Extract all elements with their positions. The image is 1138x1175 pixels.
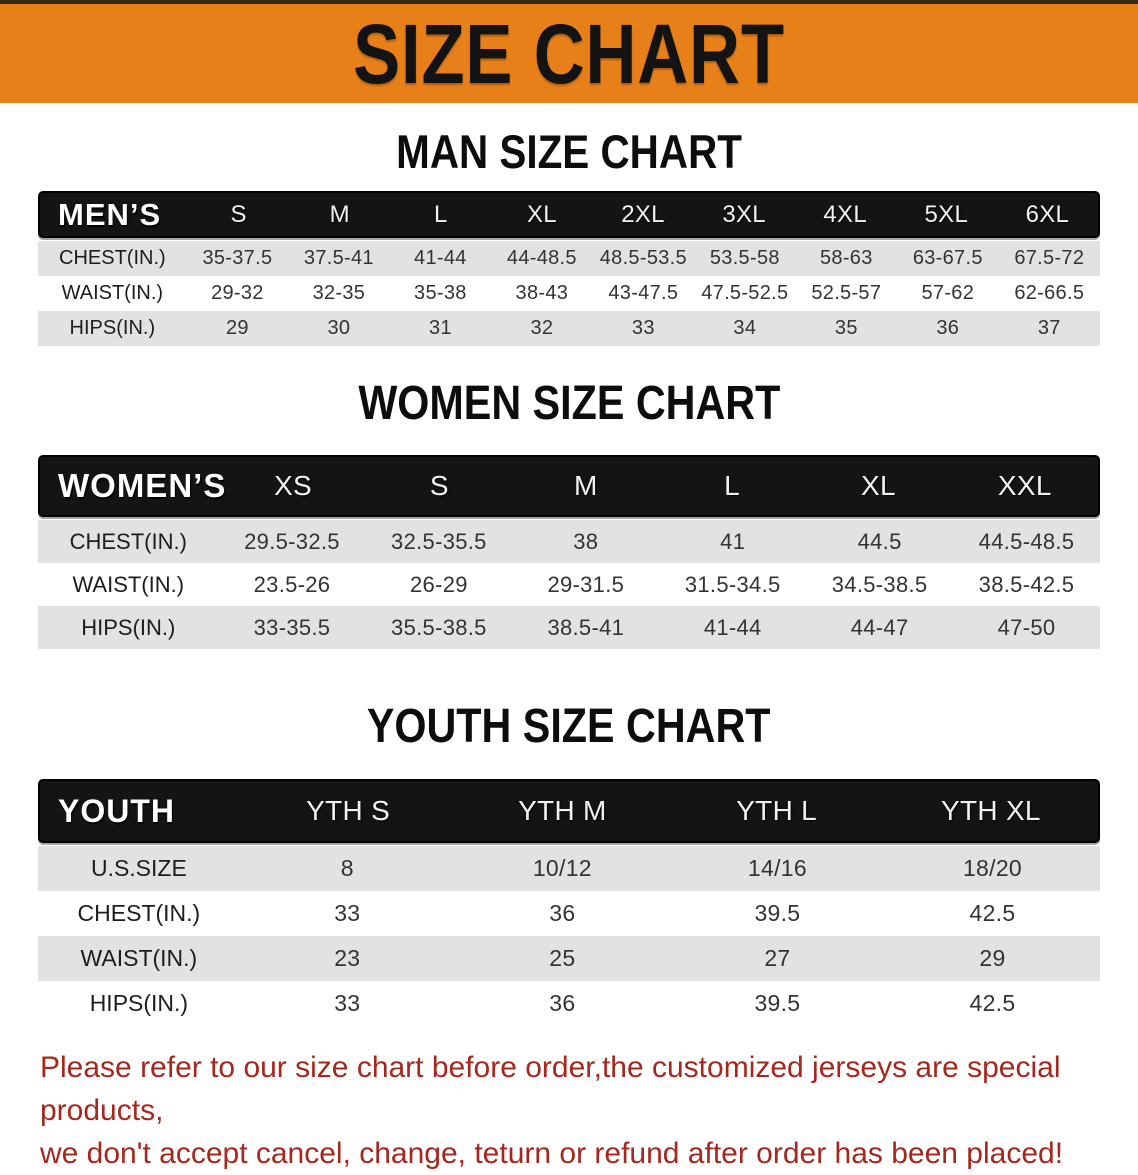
cell: 57-62 xyxy=(921,282,975,304)
cell: 29.5-32.5 xyxy=(244,528,340,554)
table-header-label: YOUTH xyxy=(58,792,175,829)
cell: 44-47 xyxy=(850,614,909,640)
column-header: XL xyxy=(526,200,557,228)
column-header: 4XL xyxy=(823,200,868,228)
column-header: S xyxy=(429,470,449,501)
order-disclaimer xyxy=(40,1046,1108,1175)
column-header: XS xyxy=(274,470,313,501)
man-size-section xyxy=(0,127,1138,346)
cell: 35-38 xyxy=(414,282,467,304)
cell: 30 xyxy=(327,317,351,339)
women-size-table xyxy=(38,455,1100,649)
size-chart-banner xyxy=(0,0,1138,103)
row-label: WAIST(IN.) xyxy=(61,282,164,304)
cell: 42.5 xyxy=(969,990,1016,1016)
cell: 48.5-53.5 xyxy=(599,247,687,269)
cell: 44.5 xyxy=(857,528,902,554)
banner-title: SIZE CHART xyxy=(353,6,785,101)
cell: 31.5-34.5 xyxy=(684,571,781,597)
cell: 43-47.5 xyxy=(608,282,679,304)
cell: 23.5-26 xyxy=(253,571,331,597)
cell: 44.5-48.5 xyxy=(978,528,1075,554)
cell: 39.5 xyxy=(754,900,801,926)
cell: 26-29 xyxy=(410,571,468,597)
table-header-row xyxy=(38,455,1100,517)
column-header: YTH M xyxy=(518,795,607,826)
row-label: WAIST(IN.) xyxy=(72,571,185,597)
cell: 58-63 xyxy=(819,247,873,269)
cell: 42.5 xyxy=(969,900,1016,926)
cell: 32 xyxy=(530,317,554,339)
table-row xyxy=(38,276,1100,311)
cell: 36 xyxy=(549,990,576,1016)
column-header: 3XL xyxy=(722,200,766,228)
row-label: CHEST(IN.) xyxy=(77,900,201,926)
cell: 23 xyxy=(334,945,361,971)
cell: 25 xyxy=(549,945,576,971)
table-row xyxy=(38,981,1100,1026)
cell: 41-44 xyxy=(414,247,467,269)
column-header: 2XL xyxy=(621,200,665,228)
cell: 36 xyxy=(549,900,576,926)
column-header: XXL xyxy=(997,470,1052,501)
column-header: S xyxy=(230,200,247,228)
row-label: CHEST(IN.) xyxy=(69,528,187,554)
cell: 35.5-38.5 xyxy=(391,614,487,640)
table-header-label: MEN’S xyxy=(58,196,162,232)
table-row xyxy=(38,563,1100,606)
cell: 34.5-38.5 xyxy=(831,571,928,597)
cell: 37.5-41 xyxy=(303,247,374,269)
cell: 63-67.5 xyxy=(912,247,983,269)
cell: 33-35.5 xyxy=(253,614,331,640)
disclaimer-line-1: Please refer to our size chart before order,the customized jerseys are special products, xyxy=(40,1051,1061,1127)
table-row xyxy=(38,936,1100,981)
cell: 47-50 xyxy=(997,614,1056,640)
cell: 38-43 xyxy=(515,282,569,304)
cell: 33 xyxy=(334,990,361,1016)
cell: 36 xyxy=(936,317,960,339)
table-header-label: WOMEN’S xyxy=(58,467,227,504)
row-label: WAIST(IN.) xyxy=(80,945,198,971)
cell: 31 xyxy=(428,317,452,339)
youth-size-section xyxy=(0,702,1138,1026)
cell: 29 xyxy=(979,945,1006,971)
table-row xyxy=(38,311,1100,346)
cell: 32.5-35.5 xyxy=(391,528,487,554)
cell: 38 xyxy=(573,528,599,554)
column-header: YTH S xyxy=(306,795,391,826)
women-size-section xyxy=(0,379,1138,649)
column-header: M xyxy=(329,200,350,228)
row-label: CHEST(IN.) xyxy=(59,247,166,269)
cell: 33 xyxy=(631,317,655,339)
cell: 52.5-57 xyxy=(811,282,882,304)
cell: 39.5 xyxy=(754,990,801,1016)
cell: 14/16 xyxy=(747,855,807,881)
cell: 29 xyxy=(225,317,249,339)
column-header: M xyxy=(573,470,598,501)
cell: 62-66.5 xyxy=(1014,282,1085,304)
cell: 29-31.5 xyxy=(547,571,625,597)
table-row xyxy=(38,891,1100,936)
cell: 47.5-52.5 xyxy=(701,282,789,304)
disclaimer-line-2: we don't accept cancel, change, teturn or refund after order has been placed! xyxy=(40,1137,1064,1170)
cell: 33 xyxy=(334,900,361,926)
row-label: U.S.SIZE xyxy=(90,855,187,881)
cell: 34 xyxy=(733,317,757,339)
column-header: 6XL xyxy=(1025,200,1070,228)
column-header: L xyxy=(434,200,448,228)
cell: 32-35 xyxy=(312,282,366,304)
cell: 67.5-72 xyxy=(1014,247,1085,269)
cell: 27 xyxy=(764,945,791,971)
men-size-table xyxy=(38,191,1100,346)
column-header: L xyxy=(724,470,741,501)
row-label: HIPS(IN.) xyxy=(89,990,189,1016)
cell: 35 xyxy=(834,317,858,339)
column-header: 5XL xyxy=(924,200,969,228)
cell: 41 xyxy=(720,528,746,554)
man-size-heading: MAN SIZE CHART xyxy=(396,125,742,178)
cell: 18/20 xyxy=(962,855,1023,881)
row-label: HIPS(IN.) xyxy=(69,317,156,339)
table-row xyxy=(38,520,1100,563)
youth-size-heading: YOUTH SIZE CHART xyxy=(367,700,771,753)
cell: 38.5-41 xyxy=(547,614,625,640)
column-header: YTH L xyxy=(736,795,818,826)
table-row xyxy=(38,606,1100,649)
cell: 44-48.5 xyxy=(506,247,577,269)
cell: 29-32 xyxy=(211,282,264,304)
women-size-heading: WOMEN SIZE CHART xyxy=(358,377,780,430)
table-header-row xyxy=(38,191,1100,238)
table-row xyxy=(38,846,1100,891)
cell: 10/12 xyxy=(532,855,592,881)
youth-size-table xyxy=(38,779,1100,1026)
cell: 41-44 xyxy=(703,614,762,640)
table-header-row xyxy=(38,779,1100,843)
cell: 38.5-42.5 xyxy=(978,571,1075,597)
row-label: HIPS(IN.) xyxy=(81,614,176,640)
column-header: YTH XL xyxy=(940,795,1041,826)
cell: 35-37.5 xyxy=(202,247,273,269)
column-header: XL xyxy=(861,470,896,501)
cell: 8 xyxy=(340,855,354,881)
cell: 37 xyxy=(1037,317,1061,339)
cell: 53.5-58 xyxy=(709,247,780,269)
table-row xyxy=(38,241,1100,276)
